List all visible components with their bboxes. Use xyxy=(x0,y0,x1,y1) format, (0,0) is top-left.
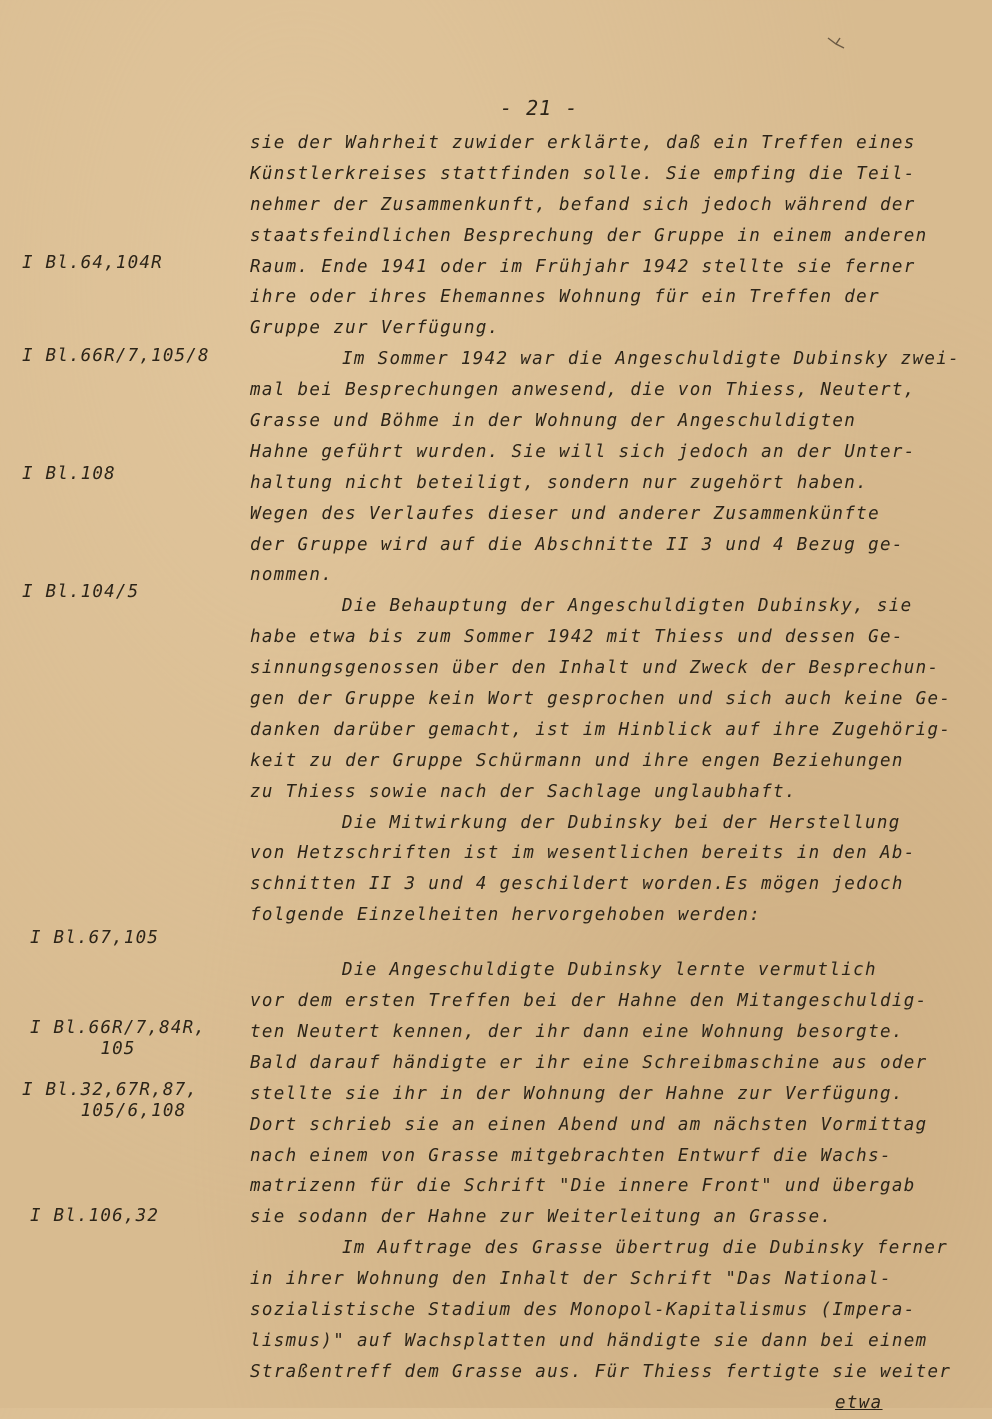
margin-reference: I Bl.106,32 xyxy=(30,1206,160,1226)
body-line: ihre oder ihres Ehemannes Wohnung für ein Treffen der xyxy=(250,287,880,308)
body-line: Dort schrieb sie an einen Abend und am nächsten Vormittag xyxy=(250,1114,928,1135)
body-line: Gruppe zur Verfügung. xyxy=(250,318,500,339)
body-line: Hahne geführt wurden. Sie will sich jedoch an der Unter- xyxy=(250,441,916,462)
body-line: nach einem von Grasse mitgebrachten Entwurf die Wachs- xyxy=(250,1145,892,1166)
body-line: zu Thiess sowie nach der Sachlage unglaubhaft. xyxy=(250,781,797,802)
body-line: sie der Wahrheit zuwider erklärte, daß ein Treffen eines xyxy=(250,133,916,153)
body-line: lismus)" auf Wachsplatten und händigte sie dann bei einem xyxy=(250,1330,928,1351)
body-line: Im Auftrage des Grasse übertrug die Dubinsky ferner xyxy=(342,1238,949,1259)
margin-reference: I Bl.108 xyxy=(22,464,116,484)
body-line: schnitten II 3 und 4 geschildert worden.Es mögen jedoch xyxy=(250,874,904,895)
margin-reference: I Bl.64,104R xyxy=(22,253,163,273)
body-line: Künstlerkreises stattfinden solle. Sie empfing die Teil- xyxy=(250,163,916,184)
body-line: von Hetzschriften ist im wesentlichen bereits in den Ab- xyxy=(250,843,916,864)
body-line: nehmer der Zusammenkunft, befand sich jedoch während der xyxy=(250,194,916,215)
body-line: vor dem ersten Treffen bei der Hahne den Mitangeschuldig- xyxy=(250,991,928,1012)
paragraph-gap xyxy=(250,931,975,955)
body-line: stellte sie ihr in der Wohnung der Hahne zur Verfügung. xyxy=(250,1083,904,1104)
body-line: Grasse und Böhme in der Wohnung der Angeschuldigten xyxy=(250,411,857,432)
body-line: ten Neutert kennen, der ihr dann eine Wohnung besorgte. xyxy=(250,1021,904,1042)
margin-reference: I Bl.104/5 xyxy=(22,582,140,602)
body-line: danken darüber gemacht, ist im Hinblick auf ihre Zugehörig- xyxy=(250,719,952,740)
catchword: etwa xyxy=(835,1392,883,1413)
body-line: sinnungsgenossen über den Inhalt und Zweck der Besprechun- xyxy=(250,658,940,679)
body-line: nommen. xyxy=(250,565,334,586)
body-line: habe etwa bis zum Sommer 1942 mit Thiess und dessen Ge- xyxy=(250,627,904,648)
body-line: Bald darauf händigte er ihr eine Schreibmaschine aus oder xyxy=(250,1052,928,1073)
body-line: der Gruppe wird auf die Abschnitte II 3 und 4 Bezug ge- xyxy=(250,534,904,555)
body-line: mal bei Besprechungen anwesend, die von Thiess, Neutert, xyxy=(250,380,916,401)
body-line: Die Angeschuldigte Dubinsky lernte vermutlich xyxy=(342,960,877,981)
body-line: Wegen des Verlaufes dieser und anderer Zusammenkünfte xyxy=(250,503,880,524)
margin-reference: I Bl.67,105 xyxy=(30,928,160,948)
body-line: sozialistische Stadium des Monopol-Kapitalismus (Impera- xyxy=(250,1299,916,1320)
pencil-mark-icon xyxy=(826,36,846,50)
body-line: in ihrer Wohnung den Inhalt der Schrift "Das National- xyxy=(250,1269,892,1290)
body-line: keit zu der Gruppe Schürmann und ihre engen Beziehungen xyxy=(250,750,904,771)
margin-reference: I Bl.66R/7,105/8 xyxy=(22,346,210,366)
body-line: Im Sommer 1942 war die Angeschuldigte Dubinsky zwei- xyxy=(342,349,961,370)
body-line: folgende Einzelheiten hervorgehoben werden: xyxy=(250,905,762,926)
margin-reference: I Bl.32,67R,87, 105/6,108 xyxy=(22,1080,199,1121)
body-line: staatsfeindlichen Besprechung der Gruppe in einem anderen xyxy=(250,225,928,246)
margin-reference: I Bl.66R/7,84R, 105 xyxy=(30,1018,207,1059)
body-line: haltung nicht beteiligt, sondern nur zugehört haben. xyxy=(250,472,869,493)
body-line: Straßentreff dem Grasse aus. Für Thiess fertigte sie weiter xyxy=(250,1361,952,1382)
body-line: gen der Gruppe kein Wort gesprochen und sich auch keine Ge- xyxy=(250,689,952,710)
body-line: Die Behauptung der Angeschuldigten Dubinsky, sie xyxy=(342,596,913,617)
body-line: sie sodann der Hahne zur Weiterleitung an Grasse. xyxy=(250,1207,833,1228)
body-line: matrizenn für die Schrift "Die innere Front" und übergab xyxy=(250,1176,916,1197)
page-number: - 21 - xyxy=(500,96,579,120)
body-line: Raum. Ende 1941 oder im Frühjahr 1942 stellte sie ferner xyxy=(250,256,916,277)
body-line: Die Mitwirkung der Dubinsky bei der Herstellung xyxy=(342,812,901,833)
document-body xyxy=(250,128,975,1419)
